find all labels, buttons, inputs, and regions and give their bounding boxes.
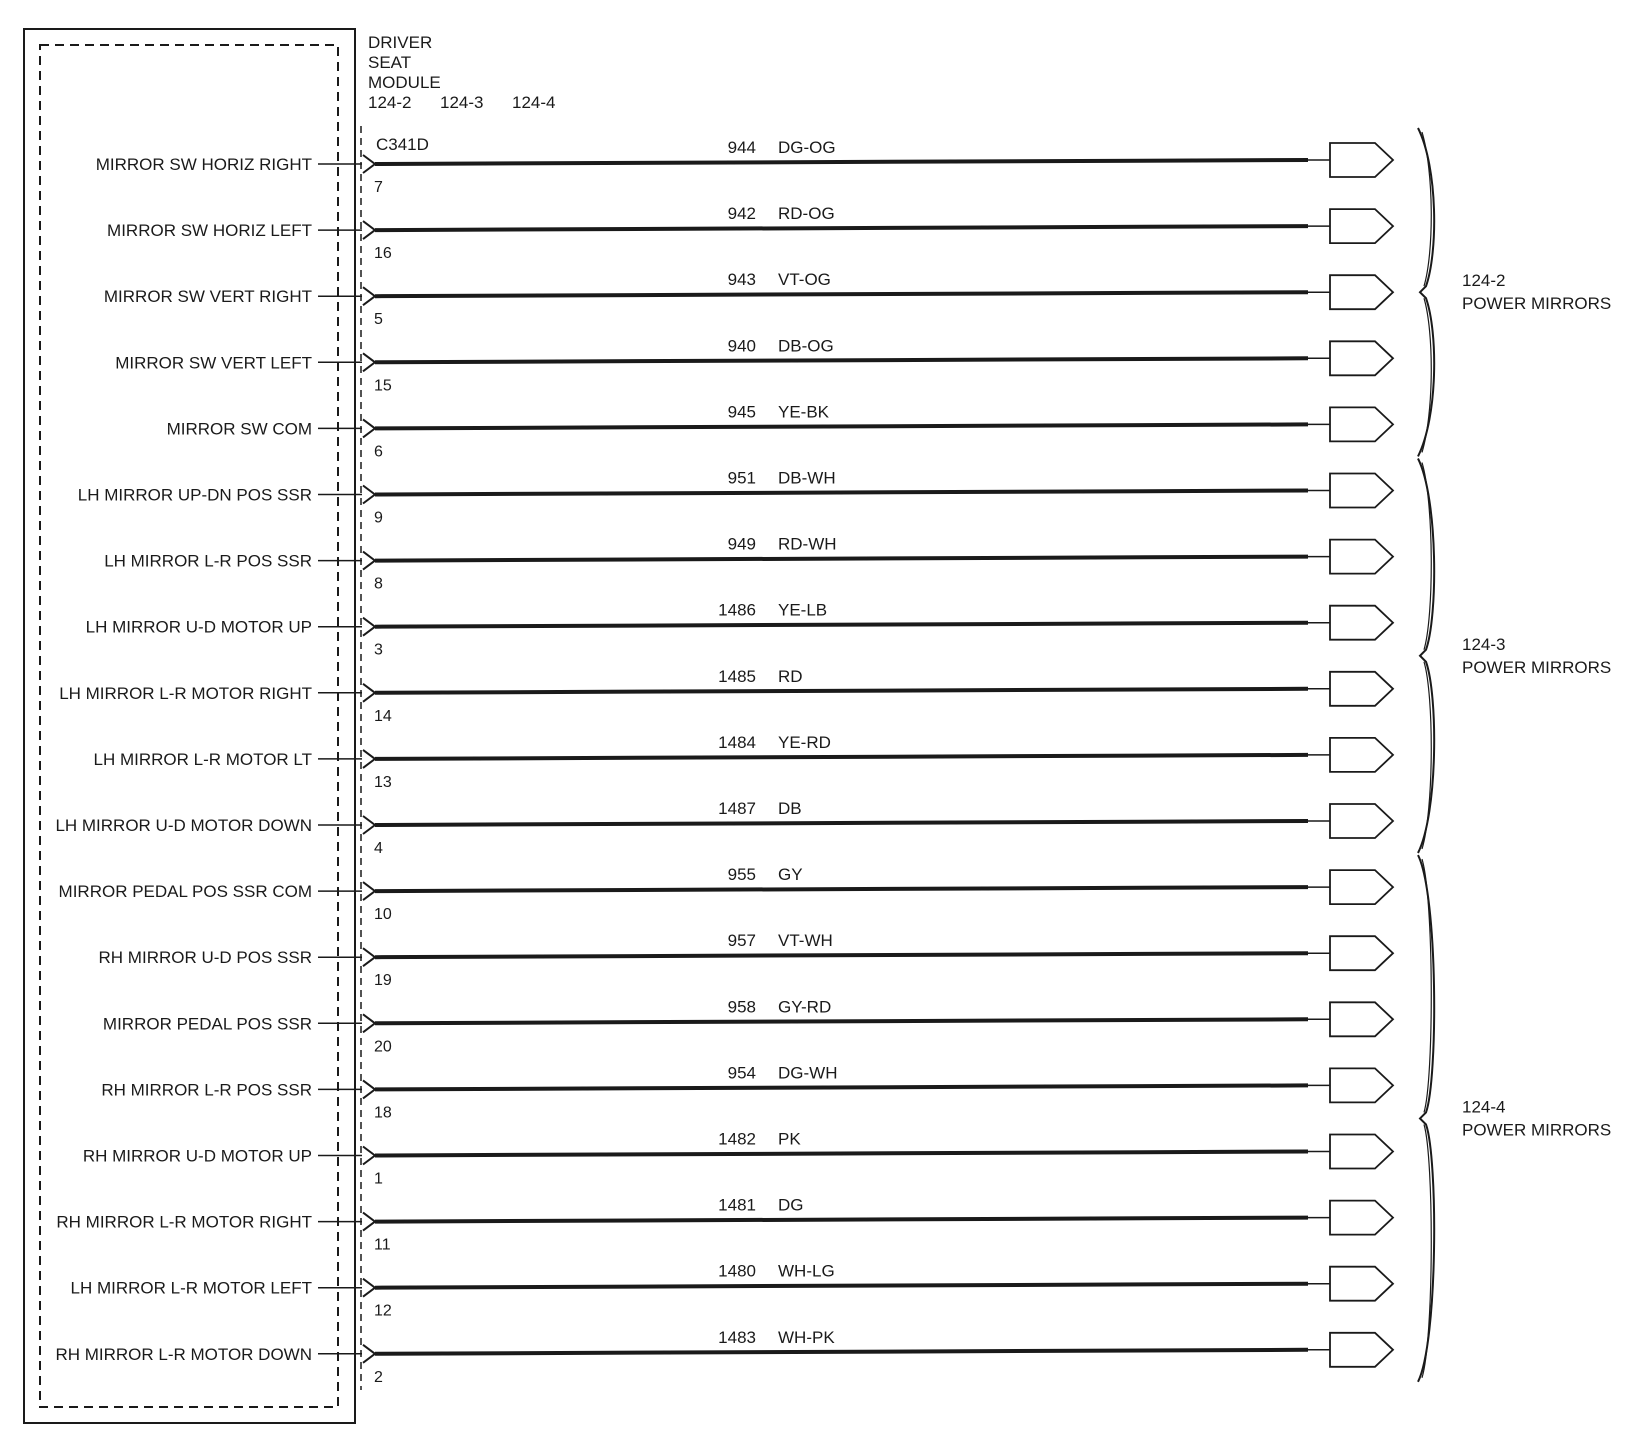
- wire-line: [375, 821, 1308, 825]
- circuit-row: [101, 1063, 1393, 1121]
- terminal-arrow-icon: [1330, 143, 1393, 177]
- connector-chevron-icon: [363, 353, 375, 371]
- pin-number: 13: [374, 773, 392, 791]
- circuit-row: [96, 138, 1393, 196]
- brace-icon: [1418, 459, 1434, 854]
- wire-line: [375, 1152, 1308, 1156]
- brace-icon: [1418, 128, 1434, 456]
- wire-line: [375, 160, 1308, 164]
- module-title-line-3: MODULE: [368, 73, 441, 92]
- circuit-label: LH MIRROR U-D MOTOR UP: [85, 617, 312, 637]
- wire-color-code: YE-LB: [778, 600, 828, 620]
- circuit-label: LH MIRROR U-D MOTOR DOWN: [55, 816, 312, 835]
- circuit-label: MIRROR SW HORIZ RIGHT: [95, 155, 312, 174]
- group-ref: 124-3: [1462, 634, 1506, 654]
- circuit-label: LH MIRROR L-R MOTOR LEFT: [70, 1278, 312, 1298]
- pin-number: 18: [374, 1104, 392, 1122]
- connector-chevron-icon: [363, 816, 375, 834]
- pin-number: 9: [374, 509, 383, 527]
- wire-line: [375, 755, 1308, 759]
- wire-color-code: WH-PK: [778, 1327, 835, 1347]
- circuit-label: RH MIRROR L-R MOTOR RIGHT: [56, 1212, 312, 1232]
- circuit-label: LH MIRROR L-R MOTOR RIGHT: [59, 683, 312, 703]
- pin-number: 16: [374, 245, 392, 263]
- module-inner-dashed-box: [40, 45, 338, 1407]
- pin-number: 6: [374, 443, 383, 461]
- terminal-arrow-icon: [1330, 1201, 1393, 1235]
- connector-chevron-icon: [363, 618, 375, 636]
- connector-chevron-icon: [363, 552, 375, 570]
- brace-inner-icon: [1422, 859, 1431, 1378]
- wire-number: 949: [727, 534, 756, 554]
- wire-number: 943: [727, 270, 756, 290]
- terminal-arrow-icon: [1330, 1068, 1393, 1102]
- wire-color-code: DB-OG: [778, 336, 834, 356]
- terminal-arrow-icon: [1330, 1135, 1393, 1169]
- circuit-row: [167, 402, 1393, 460]
- terminal-arrow-icon: [1330, 1333, 1393, 1367]
- circuit-row: [55, 799, 1393, 857]
- wire-line: [375, 953, 1308, 957]
- wire-line: [375, 1350, 1308, 1354]
- wire-number: 1483: [718, 1327, 756, 1347]
- wire-number: 942: [727, 204, 756, 224]
- wire-line: [375, 358, 1308, 362]
- circuit-label: MIRROR SW VERT LEFT: [115, 353, 312, 373]
- circuit-label: MIRROR PEDAL POS SSR COM: [58, 882, 312, 902]
- terminal-arrow-icon: [1330, 209, 1393, 243]
- wire-number: 940: [727, 336, 756, 356]
- circuit-row: [56, 1196, 1393, 1254]
- circuit-label: LH MIRROR UP-DN POS SSR: [77, 485, 312, 505]
- wire-line: [375, 1284, 1308, 1288]
- pin-number: 12: [374, 1302, 392, 1320]
- pin-number: 14: [374, 707, 392, 725]
- terminal-arrow-icon: [1330, 1267, 1393, 1301]
- circuit-row: [71, 1262, 1393, 1320]
- group-brace: [1418, 855, 1611, 1382]
- module-sub-ref-3: 124-4: [512, 93, 556, 112]
- wire-color-code: RD-OG: [778, 204, 835, 224]
- wire-line: [375, 424, 1308, 428]
- connector-chevron-icon: [363, 419, 375, 437]
- circuit-row: [59, 667, 1393, 725]
- wire-color-code: GY-RD: [778, 997, 832, 1017]
- brace-inner-icon: [1422, 132, 1431, 452]
- terminal-arrow-icon: [1330, 341, 1393, 375]
- circuit-label: MIRROR SW VERT RIGHT: [103, 287, 312, 307]
- circuit-row: [104, 270, 1393, 328]
- terminal-arrow-icon: [1330, 1002, 1393, 1036]
- connector-chevron-icon: [363, 486, 375, 504]
- pin-number: 5: [374, 311, 383, 329]
- wire-number: 957: [727, 931, 756, 951]
- connector-chevron-icon: [363, 1014, 375, 1032]
- pin-number: 11: [374, 1236, 391, 1254]
- connector-chevron-icon: [363, 684, 375, 702]
- wire-color-code: RD-WH: [778, 534, 837, 554]
- group-brace: [1418, 459, 1611, 854]
- circuit-label: MIRROR PEDAL POS SSR: [102, 1014, 312, 1034]
- wire-color-code: YE-BK: [778, 402, 830, 422]
- group-ref: 124-2: [1462, 271, 1506, 291]
- connector-chevron-icon: [363, 1345, 375, 1363]
- wire-line: [375, 1218, 1308, 1222]
- connector-id: C341D: [376, 135, 429, 154]
- wire-number: 1480: [718, 1261, 756, 1281]
- terminal-arrow-icon: [1330, 804, 1393, 838]
- wire-line: [375, 292, 1308, 296]
- circuit-row: [103, 997, 1393, 1055]
- terminal-arrow-icon: [1330, 407, 1393, 441]
- group-ref: 124-4: [1462, 1097, 1506, 1117]
- wire-line: [375, 623, 1308, 627]
- wire-number: 958: [727, 997, 756, 1017]
- pin-number: 10: [374, 906, 392, 924]
- circuit-row: [115, 336, 1393, 394]
- module-sub-ref-1: 124-2: [368, 93, 412, 112]
- wire-color-code: YE-RD: [778, 732, 831, 752]
- wire-color-code: DG: [778, 1195, 804, 1215]
- circuit-rows: [55, 138, 1393, 1386]
- wire-line: [375, 887, 1308, 891]
- connector-chevron-icon: [363, 1147, 375, 1165]
- brace-icon: [1418, 855, 1434, 1382]
- pin-number: 2: [374, 1368, 383, 1386]
- terminal-arrow-icon: [1330, 936, 1393, 970]
- circuit-row: [94, 733, 1394, 791]
- connector-chevron-icon: [363, 948, 375, 966]
- wire-color-code: WH-LG: [778, 1261, 835, 1281]
- wire-color-code: DB: [778, 799, 802, 818]
- circuit-label: RH MIRROR L-R MOTOR DOWN: [55, 1344, 312, 1364]
- terminal-arrow-icon: [1330, 540, 1393, 574]
- wire-color-code: PK: [778, 1129, 801, 1149]
- pin-number: 20: [374, 1038, 392, 1056]
- terminal-arrow-icon: [1330, 275, 1393, 309]
- circuit-label: MIRROR SW COM: [166, 419, 312, 439]
- wire-number: 944: [727, 138, 756, 157]
- circuit-row: [86, 601, 1393, 659]
- terminal-arrow-icon: [1330, 606, 1393, 640]
- wire-line: [375, 689, 1308, 693]
- circuit-row: [55, 1328, 1393, 1386]
- wire-number: 1484: [718, 732, 756, 752]
- wire-color-code: VT-WH: [778, 931, 833, 951]
- wire-number: 1485: [718, 666, 756, 686]
- connector-chevron-icon: [363, 155, 375, 173]
- pin-number: 15: [374, 377, 392, 395]
- circuit-label: RH MIRROR U-D MOTOR UP: [82, 1146, 312, 1166]
- wire-color-code: DG-WH: [778, 1063, 838, 1083]
- connector-chevron-icon: [363, 1213, 375, 1231]
- circuit-row: [83, 1130, 1393, 1188]
- circuit-label: MIRROR SW HORIZ LEFT: [107, 221, 312, 241]
- connector-chevron-icon: [363, 221, 375, 239]
- pin-number: 8: [374, 575, 383, 593]
- wire-color-code: DB-WH: [778, 468, 836, 488]
- terminal-arrow-icon: [1330, 870, 1393, 904]
- wire-number: 945: [727, 402, 756, 422]
- circuit-label: RH MIRROR U-D POS SSR: [98, 948, 312, 968]
- wire-number: 951: [727, 468, 756, 488]
- wire-number: 1486: [718, 600, 756, 620]
- terminal-arrow-icon: [1330, 738, 1393, 772]
- connector-chevron-icon: [363, 882, 375, 900]
- wire-number: 955: [727, 865, 756, 885]
- circuit-row: [104, 535, 1393, 593]
- brace-inner-icon: [1422, 463, 1431, 850]
- circuit-label: LH MIRROR L-R MOTOR LT: [93, 749, 312, 769]
- circuit-row: [99, 931, 1393, 989]
- wire-line: [375, 557, 1308, 561]
- wire-line: [375, 491, 1308, 495]
- module-title-line-1: DRIVER: [368, 33, 433, 52]
- connector-chevron-icon: [363, 1279, 375, 1297]
- wire-line: [375, 226, 1308, 230]
- wire-color-code: GY: [778, 865, 803, 885]
- wire-number: 1482: [718, 1129, 756, 1149]
- connector-chevron-icon: [363, 287, 375, 305]
- group-name: POWER MIRRORS: [1462, 294, 1612, 314]
- pin-number: 19: [374, 972, 392, 990]
- circuit-label: LH MIRROR L-R POS SSR: [104, 551, 312, 571]
- wire-number: 1481: [718, 1195, 756, 1215]
- pin-number: 1: [374, 1170, 383, 1188]
- group-brace: [1418, 128, 1611, 456]
- wire-color-code: DG-OG: [778, 138, 836, 157]
- circuit-row: [59, 865, 1393, 923]
- wire-color-code: RD: [778, 666, 803, 686]
- wire-line: [375, 1085, 1308, 1089]
- wire-number: 954: [727, 1063, 756, 1083]
- wire-number: 1487: [718, 799, 756, 818]
- terminal-arrow-icon: [1330, 672, 1393, 706]
- module-title-line-2: SEAT: [368, 53, 412, 72]
- pin-number: 7: [374, 179, 383, 196]
- circuit-row: [78, 469, 1393, 527]
- circuit-label: RH MIRROR L-R POS SSR: [101, 1080, 312, 1100]
- wire-color-code: VT-OG: [778, 270, 831, 290]
- group-name: POWER MIRRORS: [1462, 1120, 1612, 1140]
- connector-chevron-icon: [363, 750, 375, 768]
- circuit-row: [107, 204, 1393, 262]
- group-name: POWER MIRRORS: [1462, 657, 1612, 677]
- pin-number: 4: [374, 840, 383, 857]
- pin-number: 3: [374, 641, 383, 659]
- terminal-arrow-icon: [1330, 474, 1393, 508]
- module-sub-ref-2: 124-3: [440, 93, 484, 112]
- connector-chevron-icon: [363, 1080, 375, 1098]
- mirror-groups: [1418, 128, 1611, 1382]
- wire-line: [375, 1019, 1308, 1023]
